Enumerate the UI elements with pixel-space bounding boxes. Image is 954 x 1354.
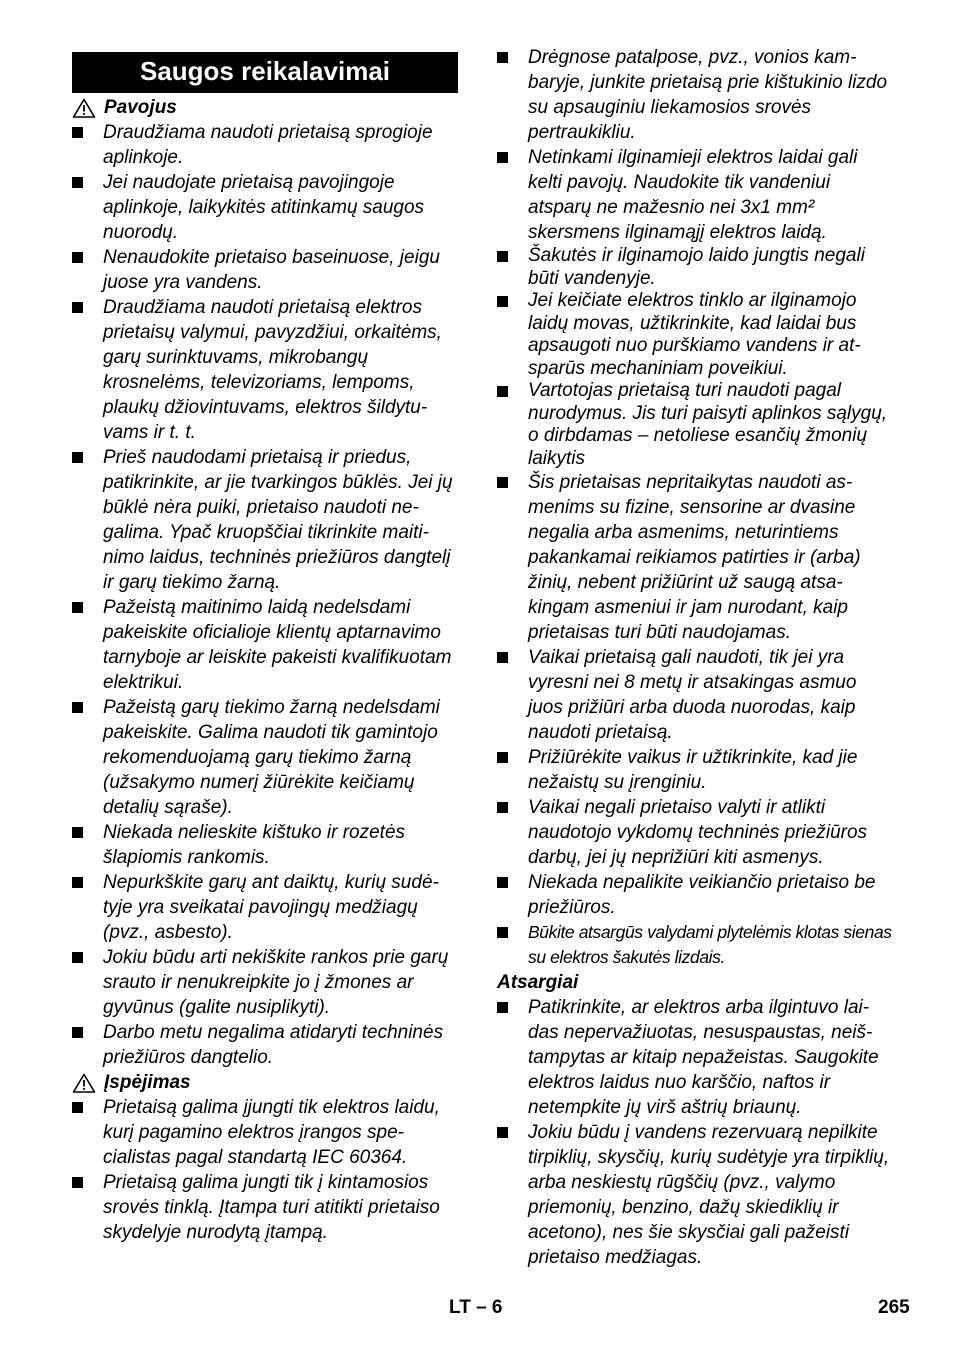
bullet-square-icon — [72, 602, 83, 613]
bullet-square-icon — [72, 952, 83, 963]
list-item — [72, 595, 462, 695]
list-item-text: Vaikai negali prietaiso valyti ir atlikti naudotojo vykdomų techninės priežiūros darbų, jei jų neprižiūri kiti asmenys. — [528, 797, 868, 868]
bullet-square-icon — [497, 152, 508, 163]
list-item-text: Šakutės ir ilginamojo laido jungtis negali būti vandenyje. — [528, 245, 865, 289]
list-item — [72, 1020, 462, 1070]
list-item — [497, 290, 892, 380]
list-item-text: Prižiūrėkite vaikus ir užtikrinkite, kad jie nežaistų su įrenginiu. — [528, 747, 858, 793]
list-item-text: Jokiu būdu į vandens rezervuarą nepilkite tirpiklių, skysčių, kurių sudėtyje yra tirpiklių, arba neskiestų rūgščių (pvz., valymo priemonių, benzino, dažų skiediklių ir acetono), nes šie skysčiai gali pažeisti prietaiso medžiagas. — [528, 1122, 890, 1268]
danger-heading — [72, 95, 462, 120]
list-item-text: Nepurkškite garų ant daiktų, kurių sudėtyje yra sveikatai pavojingų medžiagų (pvz., asbesto). — [103, 872, 439, 943]
list-item-text: Būkite atsargūs valydami plytelėmis klotas sienas su elektros šakutės lizdais. — [528, 922, 892, 967]
bullet-square-icon — [497, 877, 508, 888]
warning-triangle-icon — [72, 1073, 96, 1093]
list-item — [72, 820, 462, 870]
list-item — [497, 45, 892, 145]
list-item — [72, 295, 462, 445]
section-title: Saugos reikalavimai — [72, 52, 458, 93]
list-item-text: Patikrinkite, ar elektros arba ilgintuvo laidas nepervažiuotas, nesuspaustas, neištampytas ar kitaip nepažeistas. Saugokite elektros laidus nuo karščio, naftos ir netempkite jų virš aštrių briaunų. — [528, 997, 879, 1118]
list-item-text: Prietaisą galima jungti tik į kintamosios srovės tinklą. Įtampa turi atitikti prietaiso skydelyje nurodytą įtampą. — [103, 1172, 440, 1243]
bullet-square-icon — [72, 702, 83, 713]
list-item — [72, 870, 462, 945]
list-item-text: Netinkami ilginamieji elektros laidai gali kelti pavojų. Naudokite tik vandeniui atsparų ne mažesnio nei 3x1 mm² skersmens ilginamąjį elektros laidą. — [528, 147, 858, 243]
bullet-square-icon — [497, 386, 508, 397]
list-item — [72, 445, 462, 595]
list-item — [72, 170, 462, 245]
list-item-text: Prieš naudodami prietaisą ir priedus, patikrinkite, ar jie tvarkingos būklės. Jei jų būklė nėra puiki, prietaiso naudoti negalima. Ypač kruopščiai tikrinkite maitinimo laidus, techninės priežiūros dangtelį ir garų tiekimo žarną. — [103, 447, 453, 593]
bullet-square-icon — [72, 127, 83, 138]
warning-triangle-icon — [72, 98, 96, 118]
list-item-text: Niekada nelieskite kištuko ir rozetės šlapiomis rankomis. — [103, 822, 406, 868]
bullet-square-icon — [72, 302, 83, 313]
list-item-text: Vaikai prietaisą gali naudoti, tik jei yra vyresni nei 8 metų ir atsakingas asmuo juos prižiūri arba duoda nuorodas, kaip naudoti prietaisą. — [528, 647, 857, 743]
bullet-square-icon — [497, 652, 508, 663]
caution-heading: Atsargiai — [497, 972, 579, 993]
bullet-square-icon — [497, 927, 508, 938]
list-item — [497, 245, 892, 290]
list-item-text: Darbo metu negalima atidaryti techninės priežiūros dangtelio. — [103, 1022, 444, 1068]
list-item-text: Prietaisą galima įjungti tik elektros laidu, kurį pagamino elektros įrangos specialistas pagal standartą IEC 60364. — [103, 1097, 440, 1168]
list-item-text: Nenaudokite prietaiso baseinuose, jeigu juose yra vandens. — [103, 247, 440, 293]
list-item-text: Vartotojas prietaisą turi naudoti pagal nurodymus. Jis turi paisyti aplinkos sąlygų, o dirbdamas – netoliese esančių žmonių laikytis — [528, 380, 888, 469]
list-item-text: Niekada nepalikite veikiančio prietaiso be priežiūros. — [528, 872, 876, 918]
bullet-square-icon — [72, 877, 83, 888]
list-item-text: Drėgnose patalpose, pvz., vonios kambaryje, junkite prietaisą prie kištukinio lizdo su apsauginiu liekamosios srovės pertraukikliu. — [528, 47, 888, 143]
list-item — [497, 745, 892, 795]
bullet-square-icon — [497, 1002, 508, 1013]
bullet-square-icon — [72, 1027, 83, 1038]
bullet-square-icon — [72, 252, 83, 263]
list-item — [497, 795, 892, 870]
bullet-square-icon — [72, 452, 83, 463]
list-item-text: Jokiu būdu arti nekiškite rankos prie garų srauto ir nenukreipkite jo į žmones ar gyvūnus (galite nusiplikyti). — [103, 947, 449, 1018]
bullet-square-icon — [497, 802, 508, 813]
danger-heading-label: Pavojus — [104, 97, 177, 118]
bullet-square-icon — [497, 752, 508, 763]
warning-heading-label: Įspėjimas — [104, 1072, 191, 1093]
list-item-text: Draudžiama naudoti prietaisą elektros prietaisų valymui, pavyzdžiui, orkaitėms, garų surinktuvams, mikrobangų krosnelėms, televizoriams, lempoms, plaukų džiovintuvams, elektros šildytuvams ir t. t. — [103, 297, 442, 443]
list-item — [72, 1095, 462, 1170]
bullet-square-icon — [72, 1177, 83, 1188]
bullet-square-icon — [497, 52, 508, 63]
bullet-square-icon — [72, 177, 83, 188]
list-item — [497, 1120, 892, 1270]
bullet-square-icon — [497, 1127, 508, 1138]
list-item-text: Pažeistą garų tiekimo žarną nedelsdami pakeiskite. Galima naudoti tik gamintojo rekomenduojamą garų tiekimo žarną (užsakymo numerį žiūrėkite keičiamų detalių sąraše). — [103, 697, 440, 818]
bullet-square-icon — [497, 251, 508, 262]
list-item — [497, 470, 892, 645]
list-item — [72, 245, 462, 295]
list-item — [497, 995, 892, 1120]
list-item — [72, 120, 462, 170]
bullet-square-icon — [72, 1102, 83, 1113]
footer-section-label: LT – 6 — [449, 1297, 503, 1318]
bullet-square-icon — [497, 296, 508, 307]
warning-heading — [72, 1070, 462, 1095]
list-item — [497, 870, 892, 920]
list-item — [497, 645, 892, 745]
bullet-square-icon — [72, 827, 83, 838]
list-item — [72, 945, 462, 1020]
list-item-text: Draudžiama naudoti prietaisą sprogioje aplinkoje. — [103, 122, 433, 168]
list-item-text: Šis prietaisas nepritaikytas naudoti asmenims su fizine, sensorine ar dvasine negalia arba asmenims, neturintiems pakankamai reikiamos patirties ir (arba) žinių, nebent prižiūrint už saugą atsakingam asmeniui ir jam nurodant, kaip prietaisas turi būti naudojamas. — [528, 472, 861, 643]
page-number: 265 — [878, 1297, 910, 1318]
list-item-text: Jei keičiate elektros tinklo ar ilginamojo laidų movas, užtikrinkite, kad laidai bus apsaugoti nuo purškiamo vandens ir atsparūs mechaniniam poveikiui. — [528, 290, 861, 379]
list-item — [497, 380, 892, 470]
list-item-text: Jei naudojate prietaisą pavojingoje aplinkoje, laikykitės atitinkamų saugos nuorodų. — [103, 172, 425, 243]
list-item — [497, 920, 892, 970]
list-item — [72, 695, 462, 820]
left-column — [72, 95, 462, 1245]
bullet-square-icon — [497, 477, 508, 488]
list-item — [72, 1170, 462, 1245]
list-item — [497, 145, 892, 245]
right-column — [497, 45, 892, 1270]
list-item-text: Pažeistą maitinimo laidą nedelsdami pakeiskite oficialioje klientų aptarnavimo tarnyboje ar leiskite pakeisti kvalifikuotam elektrikui. — [103, 597, 452, 693]
